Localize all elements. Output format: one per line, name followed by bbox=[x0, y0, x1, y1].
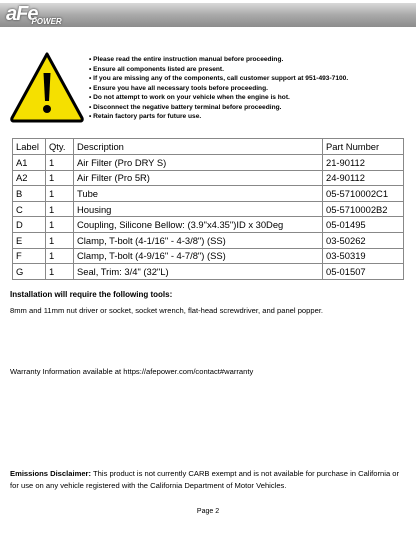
warning-item: • Retain factory parts for future use. bbox=[89, 113, 202, 120]
tools-text: 8mm and 11mm nut driver or socket, socket wrench, flat-head screwdriver, and panel popper. bbox=[10, 306, 324, 315]
table-header-row bbox=[13, 139, 404, 155]
cell-part-number: 05-01507 bbox=[323, 264, 404, 280]
cell-description: Seal, Trim: 3/4" (32"L) bbox=[74, 264, 323, 280]
cell-label: G bbox=[13, 264, 46, 280]
emissions-label: Emissions Disclaimer: bbox=[10, 469, 92, 478]
cell-part-number: 05-5710002C1 bbox=[323, 186, 404, 202]
cell-description: Tube bbox=[74, 186, 323, 202]
cell-part-number: 03-50319 bbox=[323, 248, 404, 264]
cell-description: Housing bbox=[74, 201, 323, 217]
table-row bbox=[13, 232, 404, 248]
warranty-text: Warranty Information available at https://afepower.com/contact#warranty bbox=[10, 367, 254, 376]
cell-qty: 1 bbox=[46, 201, 74, 217]
cell-label: A2 bbox=[13, 170, 46, 186]
cell-part-number: 05-5710002B2 bbox=[323, 201, 404, 217]
afe-power-logo bbox=[6, 2, 62, 26]
installation-title: Installation will require the following tools: bbox=[10, 290, 173, 299]
warning-item: • Ensure you have all necessary tools before proceeding. bbox=[89, 84, 268, 92]
column-header-label: Label bbox=[13, 139, 46, 155]
cell-description: Clamp, T-bolt (4-9/16" - 4-7/8") (SS) bbox=[74, 248, 323, 264]
table-row bbox=[13, 170, 404, 186]
cell-label: F bbox=[13, 248, 46, 264]
cell-qty: 1 bbox=[46, 170, 74, 186]
cell-description: Clamp, T-bolt (4-1/16" - 4-3/8") (SS) bbox=[74, 232, 323, 248]
warning-item: • If you are missing any of the components, call customer support at 951-493-7100. bbox=[89, 75, 349, 82]
emissions-text: This product is not currently CARB exempt and is not available for purchase in California or for use on any vehicle registered with the California Department of Motor Vehicles. bbox=[10, 469, 400, 490]
warning-item: • Please read the entire instruction manual before proceeding. bbox=[89, 56, 284, 63]
cell-qty: 1 bbox=[46, 248, 74, 264]
cell-qty: 1 bbox=[46, 232, 74, 248]
cell-description: Air Filter (Pro DRY S) bbox=[74, 155, 323, 171]
table-row bbox=[13, 248, 404, 264]
table-row bbox=[13, 201, 404, 217]
cell-part-number: 21-90112 bbox=[323, 155, 404, 171]
warning-item: • Do not attempt to work on your vehicle when the engine is hot. bbox=[89, 94, 290, 101]
cell-qty: 1 bbox=[46, 155, 74, 171]
cell-qty: 1 bbox=[46, 186, 74, 202]
emissions-disclaimer bbox=[10, 468, 406, 491]
cell-part-number: 05-01495 bbox=[323, 217, 404, 233]
cell-label: D bbox=[13, 217, 46, 233]
page-number: Page 2 bbox=[196, 508, 220, 515]
cell-label: E bbox=[13, 232, 46, 248]
logo-main-text: aFe bbox=[6, 3, 38, 25]
table-row bbox=[13, 264, 404, 280]
parts-table bbox=[12, 138, 404, 280]
cell-qty: 1 bbox=[46, 217, 74, 233]
cell-part-number: 03-50262 bbox=[323, 232, 404, 248]
cell-label: C bbox=[13, 201, 46, 217]
cell-part-number: 24-90112 bbox=[323, 170, 404, 186]
column-header-part-number: Part Number bbox=[323, 139, 404, 155]
column-header-description: Description bbox=[74, 139, 323, 155]
cell-description: Coupling, Silicone Bellow: (3.9"x4.35")ID x 30Deg bbox=[74, 217, 323, 233]
warning-list bbox=[89, 55, 409, 122]
column-header-qty: Qty. bbox=[46, 139, 74, 155]
cell-label: A1 bbox=[13, 155, 46, 171]
logo-sub-text: POWER bbox=[31, 17, 62, 26]
warning-item: • Ensure all components listed are present. bbox=[89, 65, 224, 73]
cell-label: B bbox=[13, 186, 46, 202]
table-row bbox=[13, 155, 404, 171]
header-bar bbox=[0, 3, 416, 27]
table-row bbox=[13, 217, 404, 233]
cell-qty: 1 bbox=[46, 264, 74, 280]
cell-description: Air Filter (Pro 5R) bbox=[74, 170, 323, 186]
warning-triangle-icon bbox=[9, 51, 85, 123]
warning-item: • Disconnect the negative battery terminal before proceeding. bbox=[89, 103, 282, 111]
table-row bbox=[13, 186, 404, 202]
